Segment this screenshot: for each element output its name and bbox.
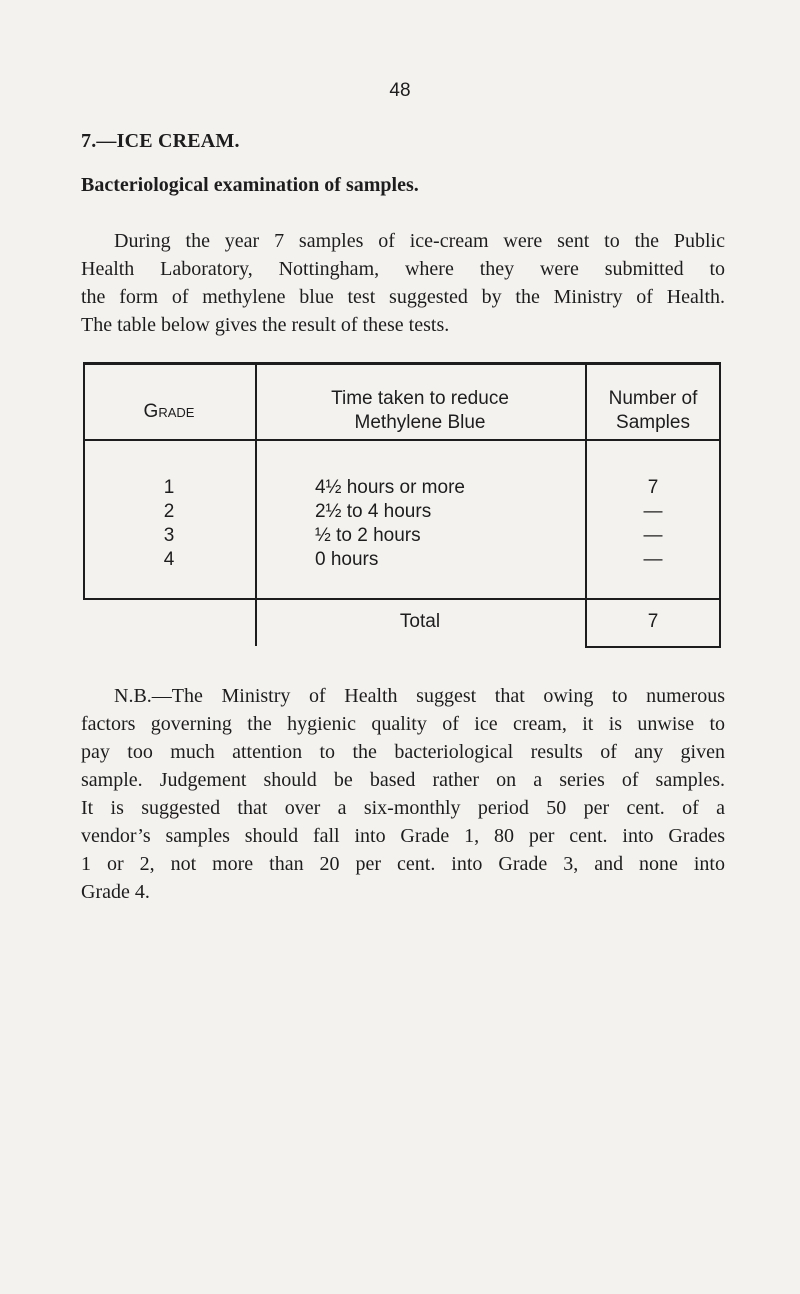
header-number-line2: Samples (616, 412, 690, 433)
note-line: vendor’s samples should fall into Grade 1, 80 per cent. into Grades (81, 825, 725, 847)
intro-line: the form of methylene blue test suggested by the Ministry of Health. (81, 286, 725, 308)
samples-cell: — (643, 525, 663, 546)
grade-cell: 1 (163, 477, 175, 498)
intro-line: During the year 7 samples of ice-cream were sent to the Public (114, 230, 725, 252)
section-subheading: Bacteriological examination of samples. (81, 174, 419, 196)
grade-column (83, 476, 255, 572)
grade-cell: 2 (163, 501, 175, 522)
grade-cell: 4 (163, 549, 175, 570)
table-top-rule (83, 362, 721, 365)
samples-column (585, 476, 721, 572)
intro-line: Health Laboratory, Nottingham, where they were submitted to (81, 258, 725, 280)
note-paragraph (81, 682, 725, 906)
note-line: sample. Judgement should be based rather on a series of samples. (81, 769, 725, 791)
grade-cell: 3 (163, 525, 175, 546)
time-cell: 0 hours (315, 549, 379, 570)
note-line: factors governing the hygienic quality of ice cream, it is unwise to (81, 713, 725, 735)
time-cell: ½ to 2 hours (315, 525, 421, 546)
time-cell: 4½ hours or more (315, 477, 465, 498)
samples-cell: 7 (647, 477, 659, 498)
intro-line: The table below gives the result of these tests. (81, 314, 450, 336)
time-column (315, 476, 585, 572)
total-label: Total (399, 611, 441, 632)
samples-cell: — (643, 501, 663, 522)
header-number-line1: Number of (608, 388, 698, 409)
samples-cell: — (643, 549, 663, 570)
page-number: 48 (389, 80, 411, 101)
note-line: pay too much attention to the bacteriological results of any given (81, 741, 725, 763)
table-total-bottom-rule (585, 646, 721, 648)
note-line: Grade 4. (81, 881, 150, 903)
intro-paragraph (81, 227, 725, 339)
header-time-line1: Time taken to reduce (331, 388, 509, 409)
table-header-rule (83, 439, 721, 441)
table-body-rule (83, 598, 721, 600)
note-line: It is suggested that over a six-monthly period 50 per cent. of a (81, 797, 725, 819)
header-time-line2: Methylene Blue (354, 412, 486, 433)
time-cell: 2½ to 4 hours (315, 501, 432, 522)
header-grade: Grade (143, 401, 195, 422)
section-heading: 7.—ICE CREAM. (81, 130, 240, 152)
note-line: N.B.—The Ministry of Health suggest that owing to numerous (114, 685, 725, 707)
note-line: 1 or 2, not more than 20 per cent. into Grade 3, and none into (81, 853, 725, 875)
total-value: 7 (647, 611, 659, 632)
results-table (83, 362, 721, 648)
